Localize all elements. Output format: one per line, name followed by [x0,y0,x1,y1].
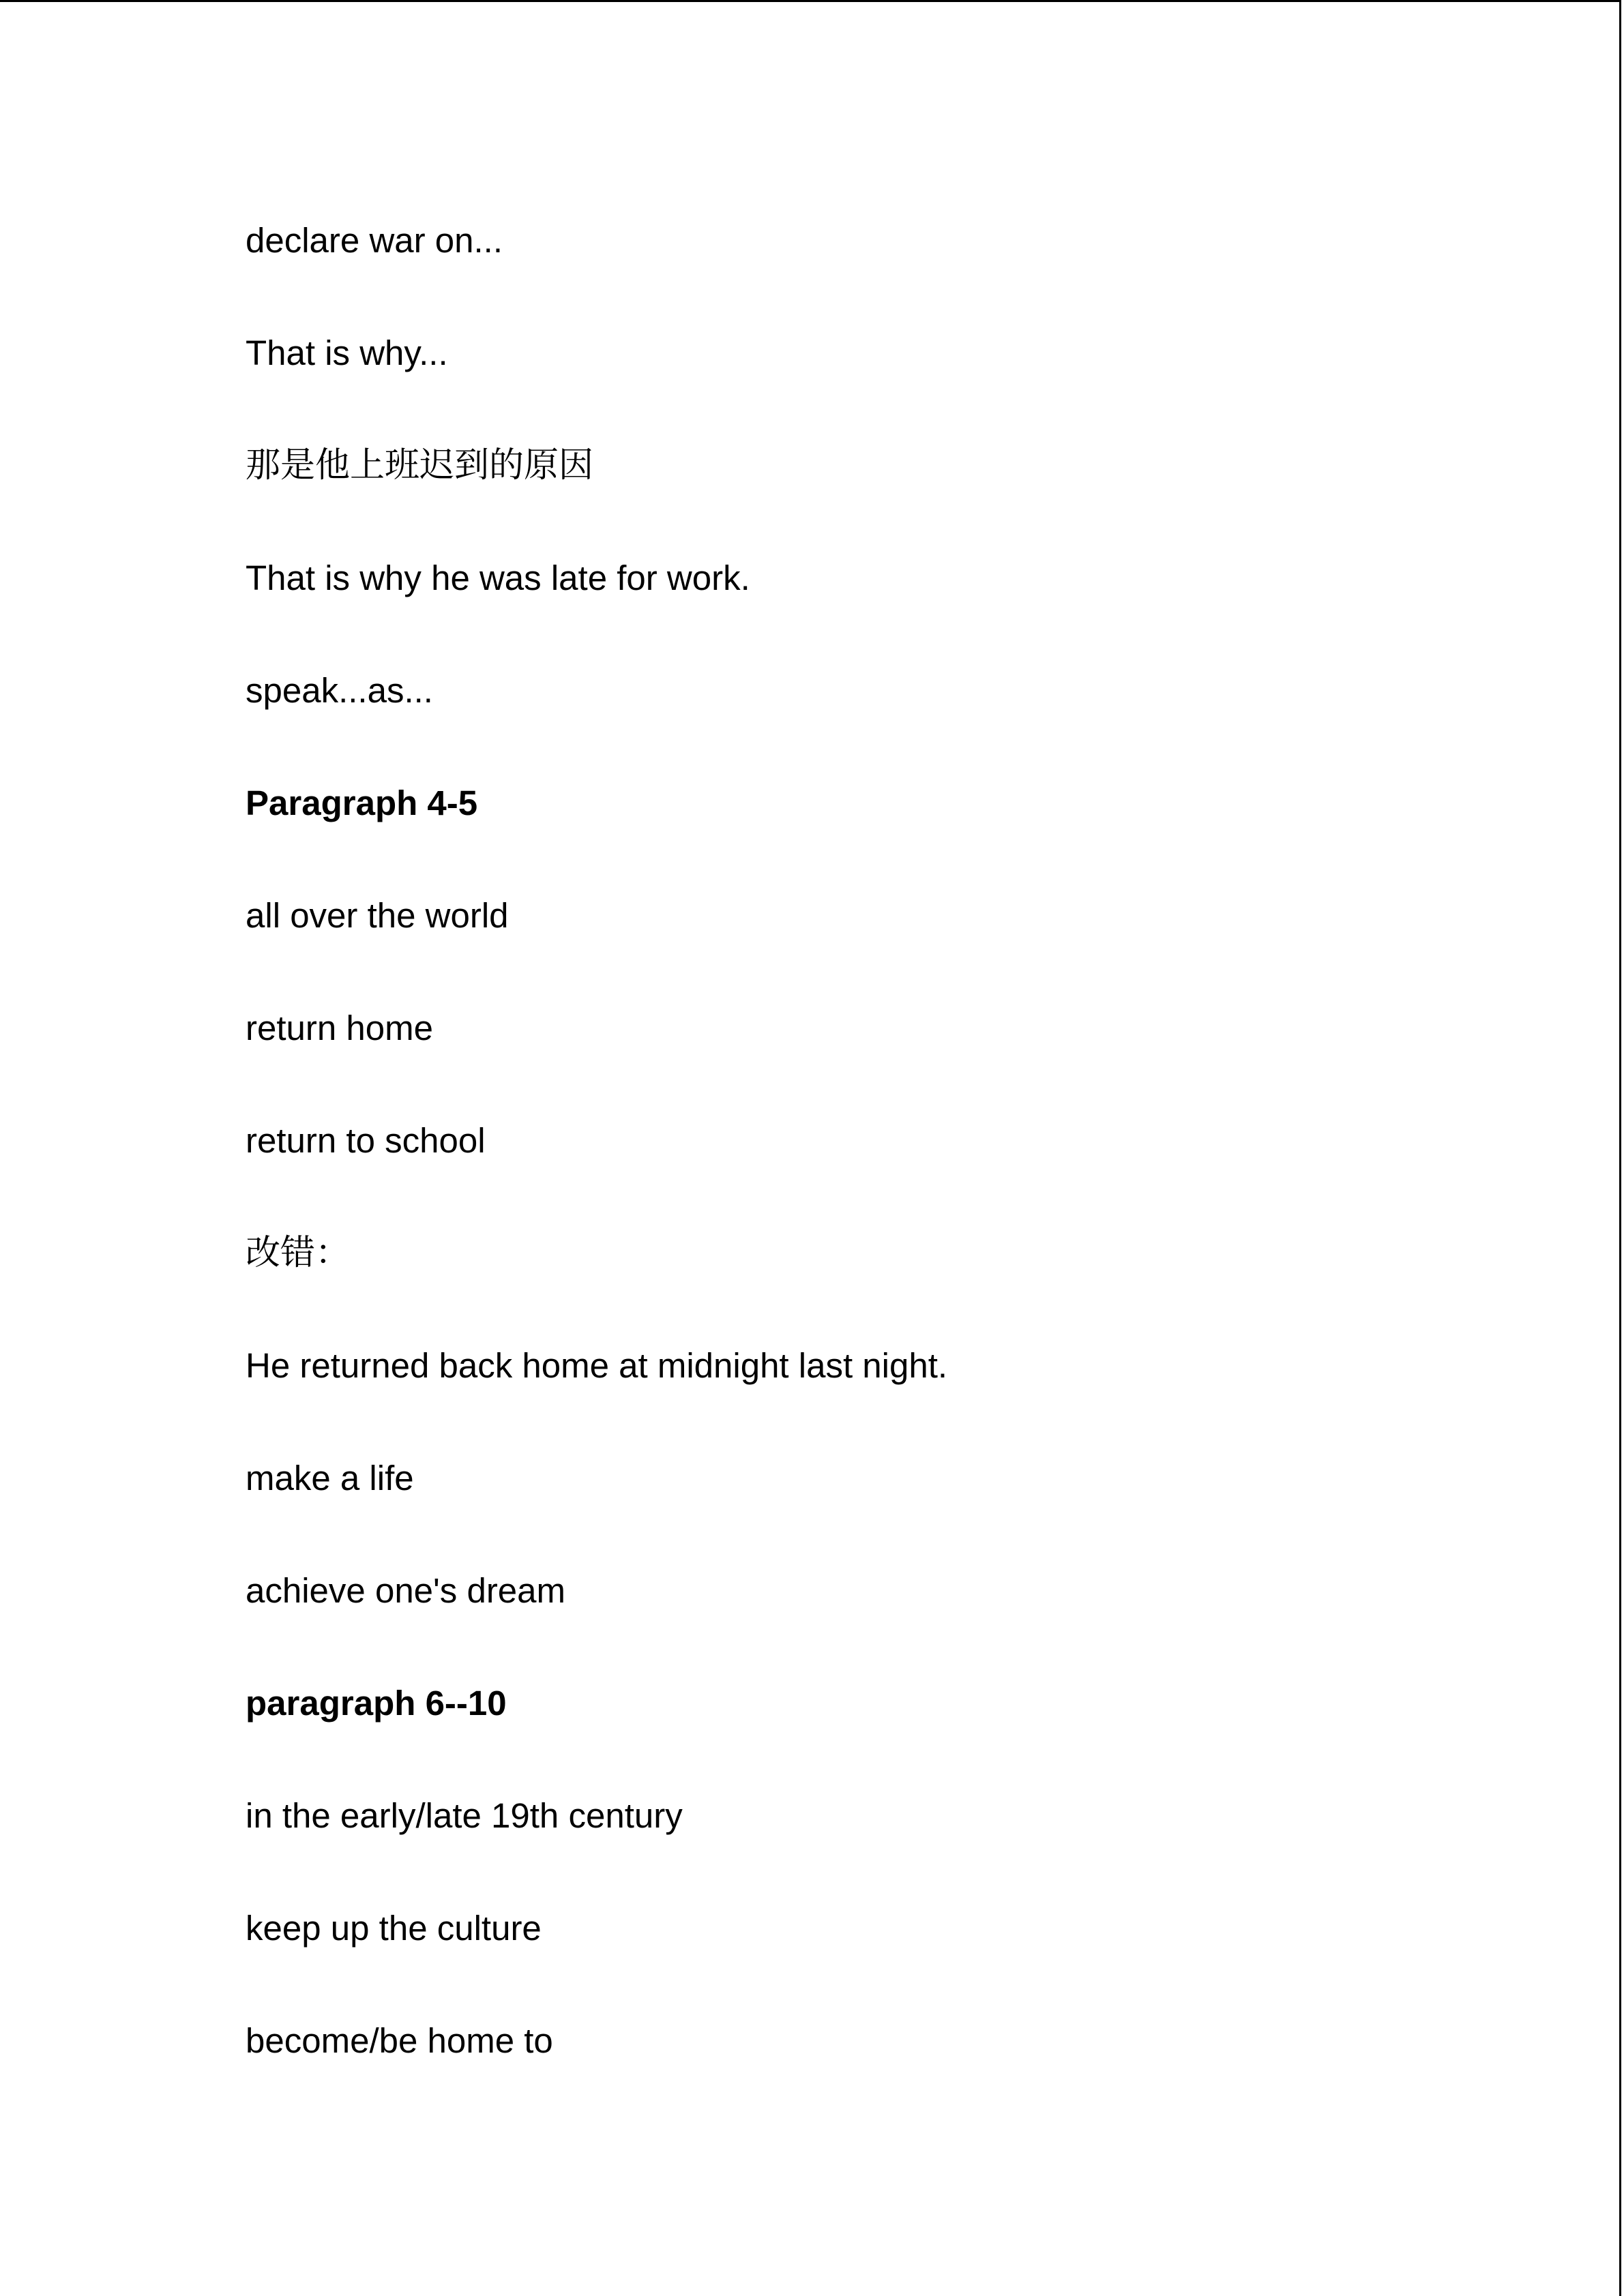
text-line: return home [246,1009,433,1047]
section-heading: Paragraph 4-5 [246,784,478,822]
text-line: all over the world [246,896,509,935]
text-line: He returned back home at midnight last night. [246,1346,948,1385]
text-line: speak...as... [246,671,433,710]
text-line: declare war on... [246,221,503,260]
text-line: make a life [246,1459,414,1497]
text-line: That is why... [246,333,448,372]
text-line: return to school [246,1121,486,1160]
text-line: in the early/late 19th century [246,1796,683,1835]
section-heading: paragraph 6--10 [246,1684,507,1723]
text-line: keep up the culture [246,1909,542,1948]
text-line: That is why he was late for work. [246,558,750,597]
text-line: achieve one's dream [246,1571,566,1610]
text-line: 那是他上班迟到的原因 [246,445,594,486]
text-line: 改错： [246,1233,351,1273]
text-line: become/be home to [246,2021,553,2060]
